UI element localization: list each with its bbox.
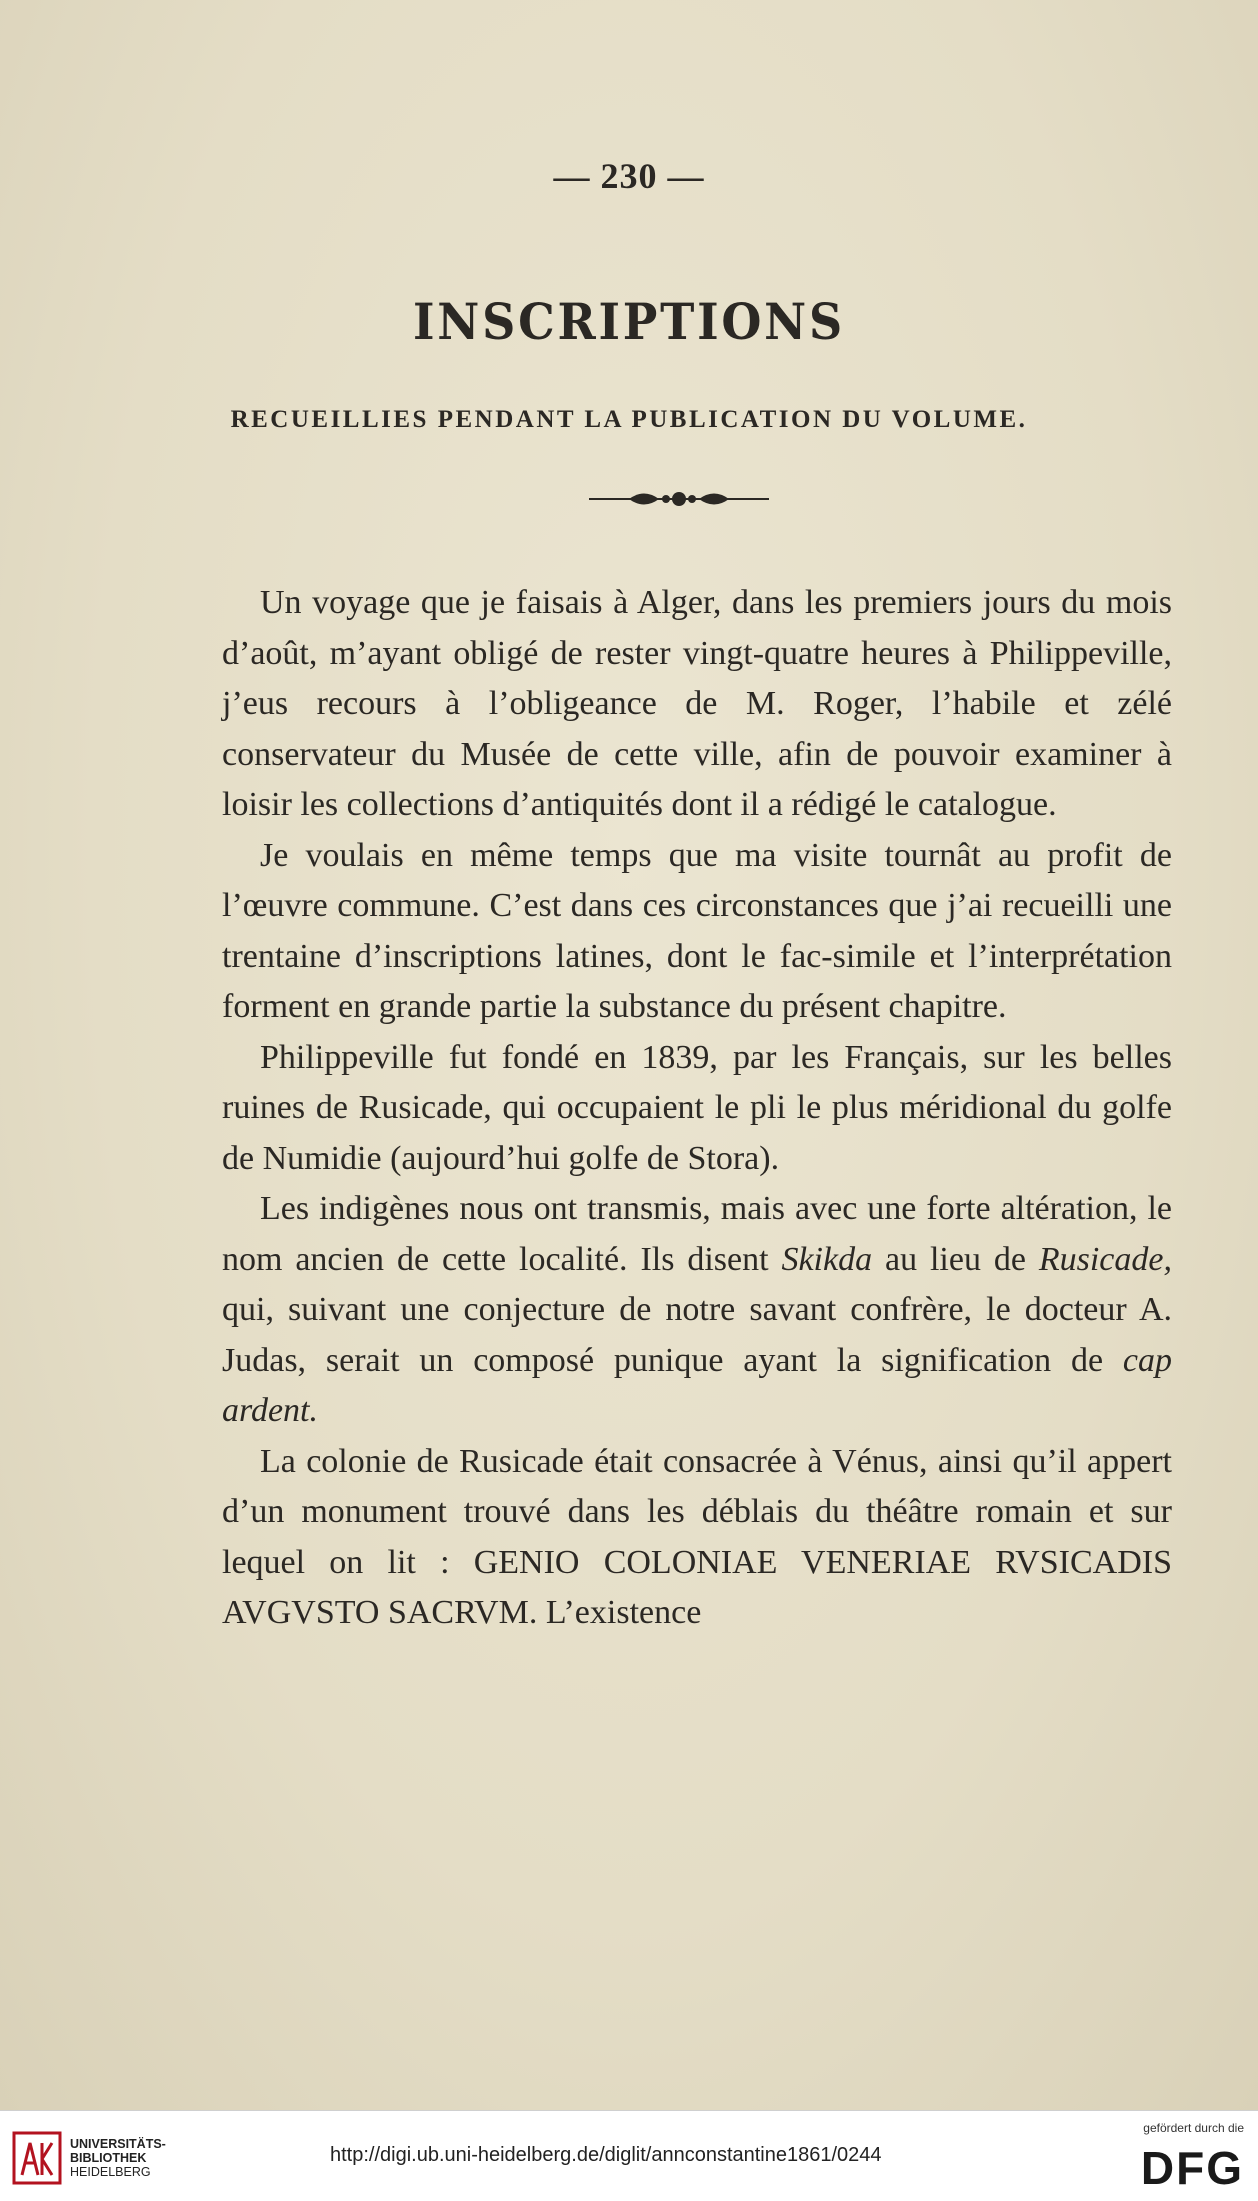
page-subtitle: RECUEILLIES PENDANT LA PUBLICATION DU VOLUME. (230, 406, 1028, 433)
paragraph-2: Je voulais en même temps que ma visite tournât au profit de l’œuvre commune. C’est dans ces circonstances que j’ai recueilli une trentaine d’inscriptions latines, dont le fac-simile et l’interprétation forment en grande partie la substance du présent chapitre. (222, 836, 1172, 1025)
funded-by-label: gefördert durch die (1143, 2121, 1244, 2135)
paragraph-3: Philippeville fut fondé en 1839, par les Français, sur les belles ruines de Rusicade, qui occupaient le pli le plus méridional du golfe de Numidie (aujourd’hui golfe de Stora). (222, 1038, 1172, 1177)
body-text (222, 578, 1172, 1639)
library-name-line3: HEIDELBERG (70, 2165, 151, 2179)
word-skikda: Skikda (781, 1240, 873, 1278)
paragraph-1: Un voyage que je faisais à Alger, dans les premiers jours du mois d’août, m’ayant obligé de rester vingt-quatre heures à Philippeville, j’eus recours à l’obligeance de M. Roger, l’habile et zélé conservateur du Musée de cette ville, afin de pouvoir examiner à loisir les collections d’antiquités dont il a rédigé le catalogue. (222, 584, 1172, 823)
ornament-divider-icon (579, 484, 779, 514)
page-title: INSCRIPTIONS (413, 292, 845, 351)
university-library-logo-icon[interactable] (12, 2131, 62, 2185)
dfg-logo[interactable]: DFG (1140, 2142, 1244, 2194)
library-name-line2: BIBLIOTHEK (70, 2151, 147, 2165)
footer-bar (0, 2110, 1258, 2201)
paragraph-4-part-a: Les indigènes nous ont transmis, mais avec une forte altération, le nom ancien de cette localité. Ils disent (222, 1190, 1172, 1278)
source-url-link[interactable]: http://digi.ub.uni-heidelberg.de/diglit/annconstantine1861/0244 (330, 2144, 882, 2166)
paragraph-4-part-c: qui, suivant une conjecture de notre savant confrère, le docteur A. Judas, serait un composé punique ayant la signification de (222, 1291, 1172, 1379)
word-rusicade: Rusicade, (1038, 1240, 1172, 1278)
page-number: — 230 — (553, 156, 705, 196)
library-name-line1: UNIVERSITÄTS- (70, 2137, 166, 2151)
paragraph-5: La colonie de Rusicade était consacrée à Vénus, ainsi qu’il appert d’un monument trouvé dans les déblais du théâtre romain et sur lequel on lit : GENIO COLONIAE VENERIAE RVSICADIS AVGVSTO SACRVM. L’existence (222, 1442, 1172, 1631)
library-name (70, 2137, 166, 2179)
phrase-cap-ardent: cap ardent. (222, 1341, 1172, 1429)
paragraph-4 (222, 1184, 1172, 1437)
paragraph-4-part-b: au lieu de (872, 1240, 1039, 1278)
